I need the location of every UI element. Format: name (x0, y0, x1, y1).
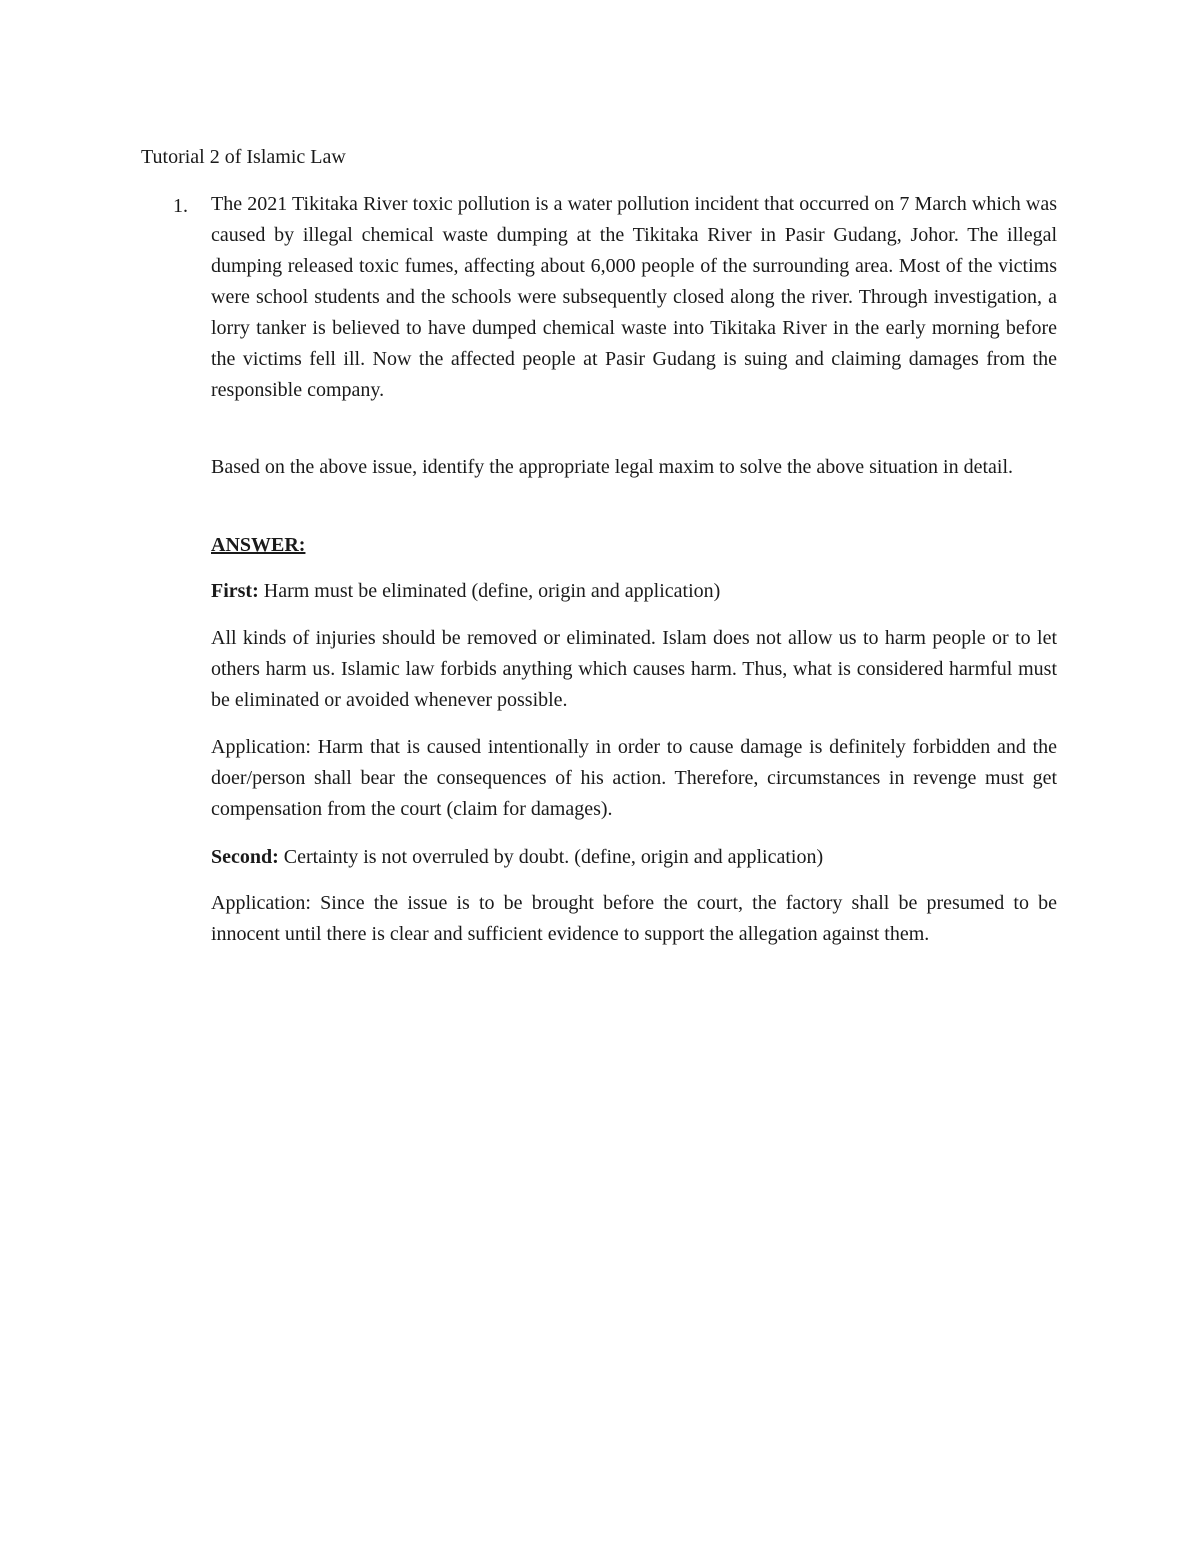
question-instruction: Based on the above issue, identify the appropriate legal maxim to solve the above situation in detail. (211, 456, 1014, 478)
first-maxim-application: Application: Harm that is caused intentionally in order to cause damage is definitely forbidden and the doer/person shall bear the consequences of his action. Therefore, circumstances in revenge must get compensation from the court (claim for damages). (211, 736, 1057, 820)
second-maxim (211, 842, 1057, 873)
document-title: Tutorial 2 of Islamic Law (141, 146, 346, 168)
second-maxim-text: Certainty is not overruled by doubt. (define, origin and application) (278, 846, 824, 868)
answer-heading: ANSWER: (211, 534, 306, 556)
question-text: The 2021 Tikitaka River toxic pollution is a water pollution incident that occurred on 7 March which was caused by illegal chemical waste dumping at the Tikitaka River in Pasir Gudang, Johor. The illegal dumping released toxic fumes, affecting about 6,000 people of the surrounding area. Most of the victims were school students and the schools were subsequently closed along the river. Through investigation, a lorry tanker is believed to have dumped chemical waste into Tikitaka River in the early morning before the victims fell ill. Now the affected people at Pasir Gudang is suing and claiming damages from the responsible company. (211, 193, 1057, 401)
first-maxim-label: First: (211, 580, 259, 602)
second-maxim-application: Application: Since the issue is to be brought before the court, the factory shall be presumed to be innocent until there is clear and sufficient evidence to support the allegation against them. (211, 892, 1057, 945)
first-maxim-text: Harm must be eliminated (define, origin and application) (258, 580, 721, 602)
first-maxim-definition: All kinds of injuries should be removed or eliminated. Islam does not allow us to harm people or to let others harm us. Islamic law forbids anything which causes harm. Thus, what is considered harmful must be eliminated or avoided whenever possible. (211, 627, 1057, 711)
question-number: 1. (173, 195, 188, 217)
second-maxim-label: Second: (211, 846, 279, 868)
first-maxim (211, 576, 1057, 607)
